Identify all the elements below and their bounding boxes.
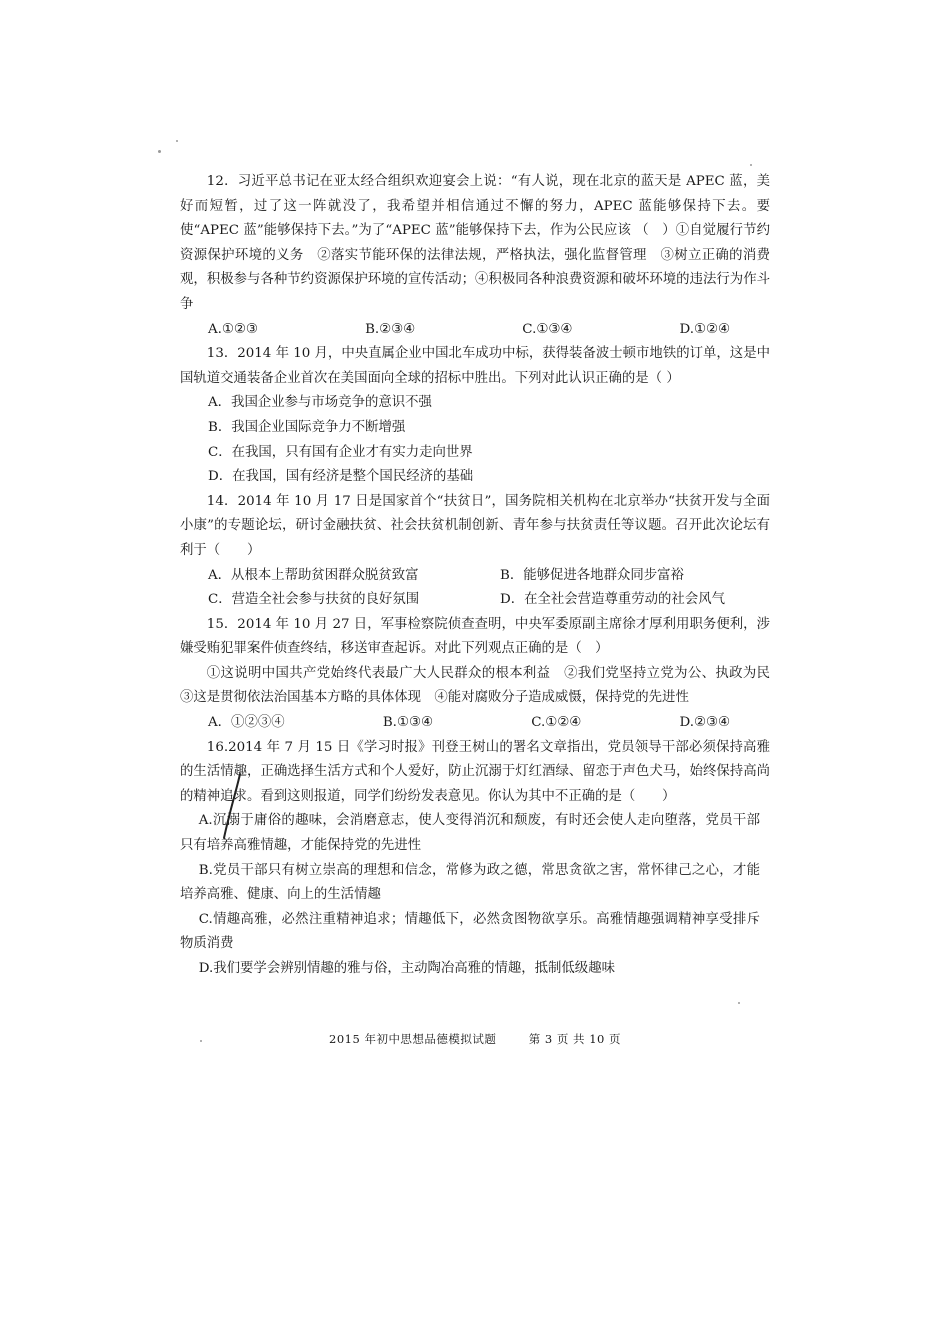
question-13-stem: 13．2014 年 10 月，中央直属企业中国北车成功中标，获得装备波士顿市地铁的订单，这是中国轨道交通装备企业首次在美国面向全球的招标中胜出。下列对此认识正确的是（ ） — [180, 346, 770, 386]
question-14-option-b[interactable]: B．能够促进各地群众同步富裕 — [500, 567, 684, 583]
question-12-option-a[interactable]: A.①②③ — [208, 321, 258, 337]
question-12-option-b[interactable]: B.②③④ — [365, 321, 416, 337]
question-12 — [180, 170, 770, 342]
footer-page-info: 第 3 页 共 10 页 — [528, 1032, 621, 1046]
question-16 — [180, 736, 770, 982]
question-14-option-a[interactable]: A．从根本上帮助贫困群众脱贫致富 — [208, 567, 419, 583]
exam-content — [180, 170, 784, 982]
question-13-option-a[interactable]: A．我国企业参与市场竞争的意识不强 — [208, 395, 432, 411]
question-12-stem: 12．习近平总书记在亚太经合组织欢迎宴会上说：“有人说，现在北京的蓝天是 APEC 蓝，美好而短暂，过了这一阵就没了，我希望并相信通过不懈的努力，APEC 蓝能够保持下去。要使“APEC 蓝”能够保持下去。”为了“APEC 蓝”能够保持下去，作为公民应该 （ ）①自觉履行节约资源保护环境的义务 ②落实节能环保的法律法规，严格执法，强化监督管理 ③树立正确的消费观，积极参与各种节约资源保护环境的宣传活动；④积极同各种浪费资源和破坏环境的违法行为作斗争 — [180, 174, 770, 312]
question-16-option-c[interactable]: C.情趣高雅，必然注重精神追求；情趣低下，必然贪图物欲享乐。高雅情趣强调精神享受排斥物质消费 — [180, 911, 760, 952]
question-15-option-a[interactable]: A．①②③④ — [208, 715, 285, 731]
question-16-option-b[interactable]: B.党员干部只有树立崇高的理想和信念，常修为政之德，常思贪欲之害，常怀律己之心，才能培养高雅、健康、向上的生活情趣 — [180, 862, 760, 903]
question-14 — [180, 490, 770, 613]
question-13-option-b[interactable]: B．我国企业国际竞争力不断增强 — [208, 419, 406, 435]
scan-speck — [158, 150, 161, 153]
question-15-options — [180, 711, 770, 736]
page-footer — [0, 1031, 950, 1047]
question-14-option-d[interactable]: D．在全社会营造尊重劳动的社会风气 — [500, 592, 725, 608]
question-15-stem: 15．2014 年 10 月 27 日，军事检察院侦查查明，中央军委原副主席徐才厚利用职务便利，涉嫌受贿犯罪案件侦查终结，移送审查起诉。对此下列观点正确的是（ ） — [180, 616, 770, 657]
question-13-option-d[interactable]: D．在我国，国有经济是整个国民经济的基础 — [208, 469, 474, 485]
footer-exam-title: 2015 年初中思想品德模拟试题 — [329, 1032, 497, 1046]
question-15-statements: ①这说明中国共产党始终代表最广大人民群众的根本利益 ②我们党坚持立党为公、执政为民 ③这是贯彻依法治国基本方略的具体体现 ④能对腐败分子造成威慑，保持党的先进性 — [180, 665, 784, 706]
question-14-stem: 14．2014 年 10 月 17 日是国家首个“扶贫日”，国务院相关机构在北京举办“扶贫开发与全面小康”的专题论坛，研讨金融扶贫、社会扶贫机制创新、青年参与扶贫责任等议题。召开此次论坛有利于（ ） — [180, 493, 770, 558]
question-13-option-c[interactable]: C．在我国，只有国有企业才有实力走向世界 — [208, 444, 473, 460]
scan-speck — [176, 140, 178, 142]
question-15-option-c[interactable]: C.①②④ — [531, 715, 582, 731]
question-16-option-a[interactable]: A.沉溺于庸俗的趣味，会消磨意志，使人变得消沉和颓废，有时还会使人走向堕落，党员干部只有培养高雅情趣，才能保持党的先进性 — [180, 813, 760, 854]
question-12-options — [180, 318, 770, 343]
question-14-options — [180, 564, 770, 613]
question-14-option-c[interactable]: C．营造全社会参与扶贫的良好氛围 — [208, 592, 420, 608]
question-13 — [180, 342, 770, 490]
question-15-option-d[interactable]: D.②③④ — [679, 715, 730, 731]
scan-speck — [738, 1002, 740, 1004]
question-16-option-d[interactable]: D.我们要学会辨别情趣的雅与俗，主动陶冶高雅的情趣，抵制低级趣味 — [198, 961, 615, 976]
question-12-option-c[interactable]: C.①③④ — [522, 321, 573, 337]
scan-speck — [750, 164, 752, 166]
question-15 — [180, 613, 784, 736]
handwritten-mark-icon — [218, 772, 248, 842]
question-15-option-b[interactable]: B.①③④ — [382, 715, 433, 731]
question-16-stem: 16.2014 年 7 月 15 日《学习时报》刊登王树山的署名文章指出，党员领导干部必须保持高雅的生活情趣，正确选择生活方式和个人爱好，防止沉溺于灯红酒绿、留恋于声色犬马，始终保持高尚的精神追求。看到这则报道，同学们纷纷发表意见。你认为其中不正确的是（ ） — [180, 739, 770, 804]
question-12-option-d[interactable]: D.①②④ — [679, 321, 730, 337]
